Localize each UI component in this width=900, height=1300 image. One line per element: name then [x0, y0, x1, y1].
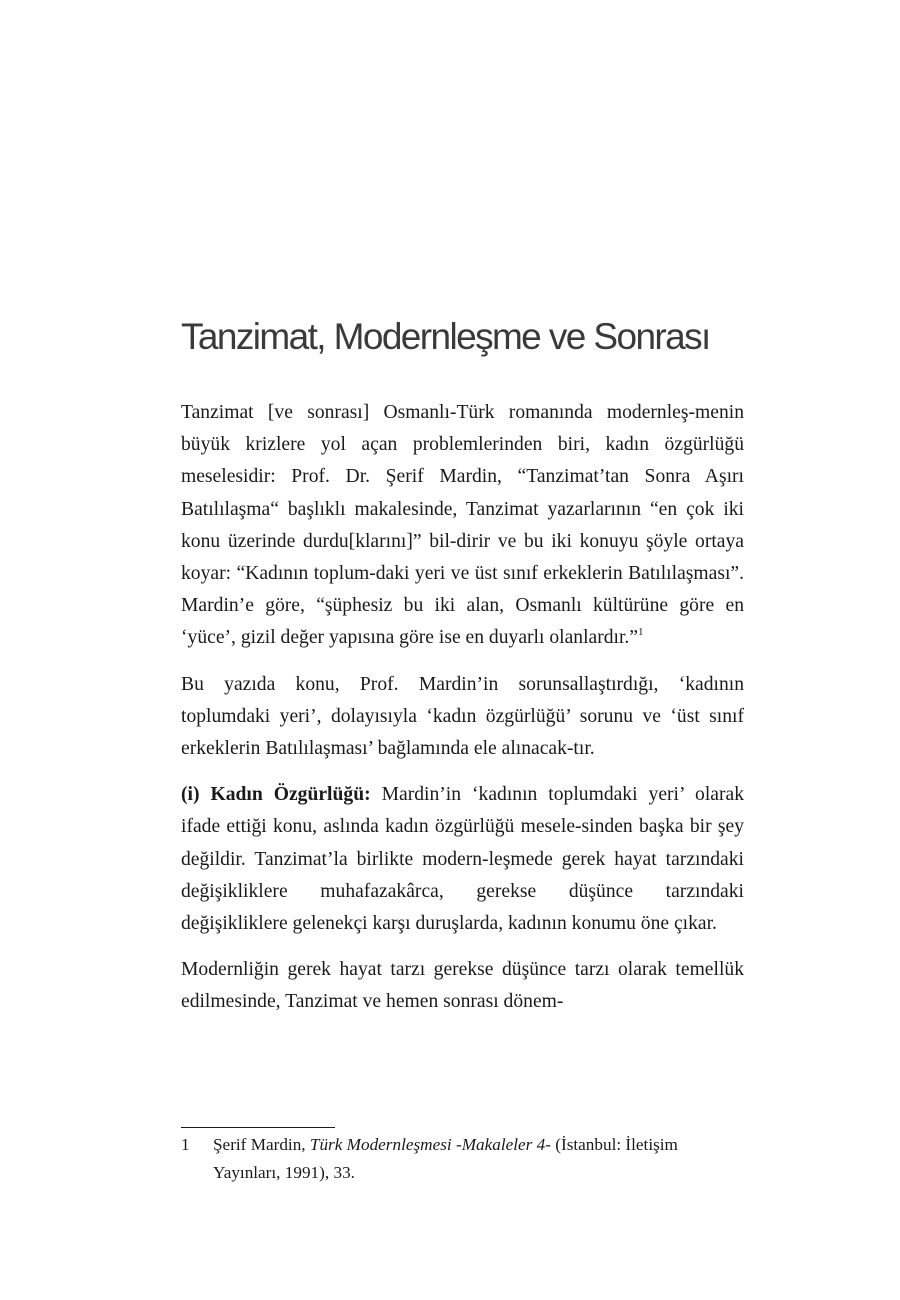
book-page [181, 0, 744, 1300]
footnote-publication: (İstanbul: İletişim Yayınları, 1991), 33. [213, 1135, 678, 1182]
footnote-book-title: Türk Modernleşmesi -Makaleler 4- [309, 1135, 551, 1154]
footnote-ref-1[interactable]: 1 [638, 626, 644, 639]
paragraph-3 [181, 779, 744, 940]
body-text [181, 397, 744, 1033]
paragraph-3-text: Mardin’in ‘kadının toplumdaki yeri’ olarak ifade ettiği konu, aslında kadın özgürlüğü mesele-sinden başka bir şey değildir. Tanzimat’la birlikte modern-leşmede gerek hayat tarzındaki değişikliklere muhafazakârca, gerekse düşünce tarzındaki değişikliklere gelenekçi karşı duruşlarda, kadının konumu öne çıkar. [181, 784, 744, 935]
footnote-1 [181, 1131, 744, 1187]
paragraph-1 [181, 397, 744, 655]
footnote-text [213, 1131, 744, 1187]
chapter-title: Tanzimat, Modernleşme ve Sonrası [181, 316, 710, 357]
paragraph-4: Modernliğin gerek hayat tarzı gerekse düşünce tarzı olarak temellük edilmesinde, Tanzimat ve hemen sonrası dönem- [181, 959, 744, 1013]
paragraph-1-text: Tanzimat [ve sonrası] Osmanlı-Türk romanında modernleş-menin büyük krizlere yol açan problemlerinden biri, kadın özgürlüğü meselesidir: Prof. Dr. Şerif Mardin, “Tanzimat’tan Sonra Aşırı Batılılaşma“ başlıklı makalesinde, Tanzimat yazarlarının “en çok iki konu üzerinde durdu[klarını]” bil-dirir ve bu iki konuyu şöyle ortaya koyar: “Kadının toplum-daki yeri ve üst sınıf erkeklerin Batılılaşması”. Mardin’e göre, “şüphesiz bu iki alan, Osmanlı kültürüne göre en ‘yüce’, gizil değer yapısına göre ise en duyarlı olanlardır.” [181, 402, 744, 649]
footnote-author: Şerif Mardin, [213, 1135, 310, 1154]
footnote-number: 1 [181, 1135, 190, 1154]
section-heading-kadin-ozgurlugu: (i) Kadın Özgürlüğü: [181, 784, 371, 806]
paragraph-2: Bu yazıda konu, Prof. Mardin’in sorunsallaştırdığı, ‘kadının toplumdaki yeri’, dolayısıyla ‘kadın özgürlüğü’ sorunu ve ‘üst sınıf erkeklerin Batılılaşması’ bağlamında ele alınacak-tır. [181, 673, 744, 760]
footnote-divider [181, 1127, 335, 1128]
